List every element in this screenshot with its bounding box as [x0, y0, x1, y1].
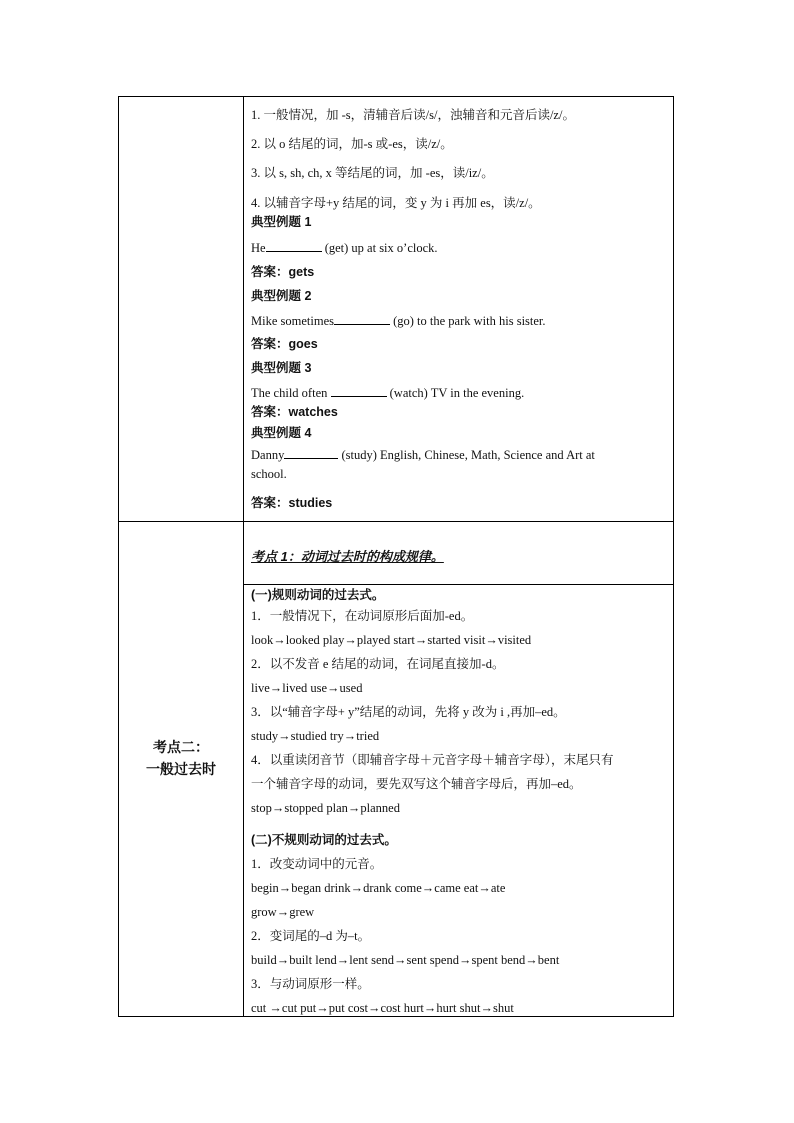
irregular-rule-2: 2．变词尾的–d 为–t。	[251, 929, 371, 943]
example-4-question-cont: school.	[251, 467, 287, 481]
irregular-rule-3-examples: cut →cut put→put cost→cost hurt→hurt shut→shut	[251, 1001, 514, 1015]
regular-rule-4-examples: stop→stopped plan→planned	[251, 801, 400, 815]
example-3-title: 典型例题 3	[251, 361, 312, 375]
example-3-answer: 答案：watches	[251, 405, 338, 419]
topic-label-line2: 一般过去时	[146, 761, 216, 777]
regular-rule-2: 2．以不发音 e 结尾的动词，在词尾直接加-d。	[251, 657, 505, 671]
rule-4: 4. 以辅音字母+y 结尾的词，变 y 为 i 再加 es，读/z/。	[251, 196, 541, 210]
example-1-answer: 答案：gets	[251, 265, 315, 279]
irregular-rule-1-examples: begin→began drink→drank come→came eat→ate	[251, 881, 506, 895]
example-3-question: The child often (watch) TV in the evening.	[251, 386, 525, 400]
example-4-question: Danny (study) English, Chinese, Math, Science and Art at	[251, 448, 595, 462]
answer-blank[interactable]	[331, 384, 387, 397]
row-divider	[119, 521, 673, 522]
content-table	[118, 96, 674, 1017]
section-divider	[243, 584, 673, 585]
example-2-question: Mike sometimes (go) to the park with his sister.	[251, 314, 546, 328]
example-1-title: 典型例题 1	[251, 215, 312, 229]
section-title: 考点 1：动词过去时的构成规律。	[251, 549, 444, 564]
regular-rule-2-examples: live→lived use→used	[251, 681, 363, 695]
rule-1: 1. 一般情况，加 -s，清辅音后读/s/，浊辅音和元音后读/z/。	[251, 108, 575, 122]
rule-2: 2. 以 o 结尾的词，加-s 或-es，读/z/。	[251, 137, 453, 151]
irregular-rule-1-examples-cont: grow→grew	[251, 905, 315, 919]
example-1-question: He (get) up at six o’clock.	[251, 241, 438, 255]
regular-rule-1-examples: look→looked play→played start→started visit→visited	[251, 633, 532, 647]
example-2-answer: 答案：goes	[251, 337, 318, 351]
regular-heading: (一)规则动词的过去式。	[251, 588, 385, 602]
regular-rule-3: 3．以“辅音字母+ y”结尾的动词，先将 y 改为 i ,再加–ed。	[251, 705, 566, 719]
irregular-rule-2-examples: build→built lend→lent send→sent spend→spent bend→bent	[251, 953, 560, 967]
irregular-rule-1: 1．改变动词中的元音。	[251, 857, 383, 871]
irregular-heading: (二)不规则动词的过去式。	[251, 833, 397, 847]
answer-blank[interactable]	[334, 312, 390, 325]
regular-rule-4-line2: 一个辅音字母的动词，要先双写这个辅音字母后，再加–ed。	[251, 777, 582, 791]
example-4-title: 典型例题 4	[251, 426, 312, 440]
column-divider	[243, 97, 244, 1016]
regular-rule-4-line1: 4．以重读闭音节（即辅音字母＋元音字母＋辅音字母），末尾只有	[251, 753, 614, 767]
answer-blank[interactable]	[284, 446, 338, 459]
irregular-rule-3: 3．与动词原形一样。	[251, 977, 370, 991]
regular-rule-3-examples: study→studied try→tried	[251, 729, 380, 743]
answer-blank[interactable]	[266, 239, 322, 252]
rule-3: 3. 以 s, sh, ch, x 等结尾的词，加 -es，读/iz/。	[251, 166, 494, 180]
example-2-title: 典型例题 2	[251, 289, 312, 303]
example-4-answer: 答案：studies	[251, 496, 333, 510]
regular-rule-1: 1．一般情况下，在动词原形后面加-ed。	[251, 609, 474, 623]
topic-label-line1: 考点二：	[153, 739, 209, 755]
